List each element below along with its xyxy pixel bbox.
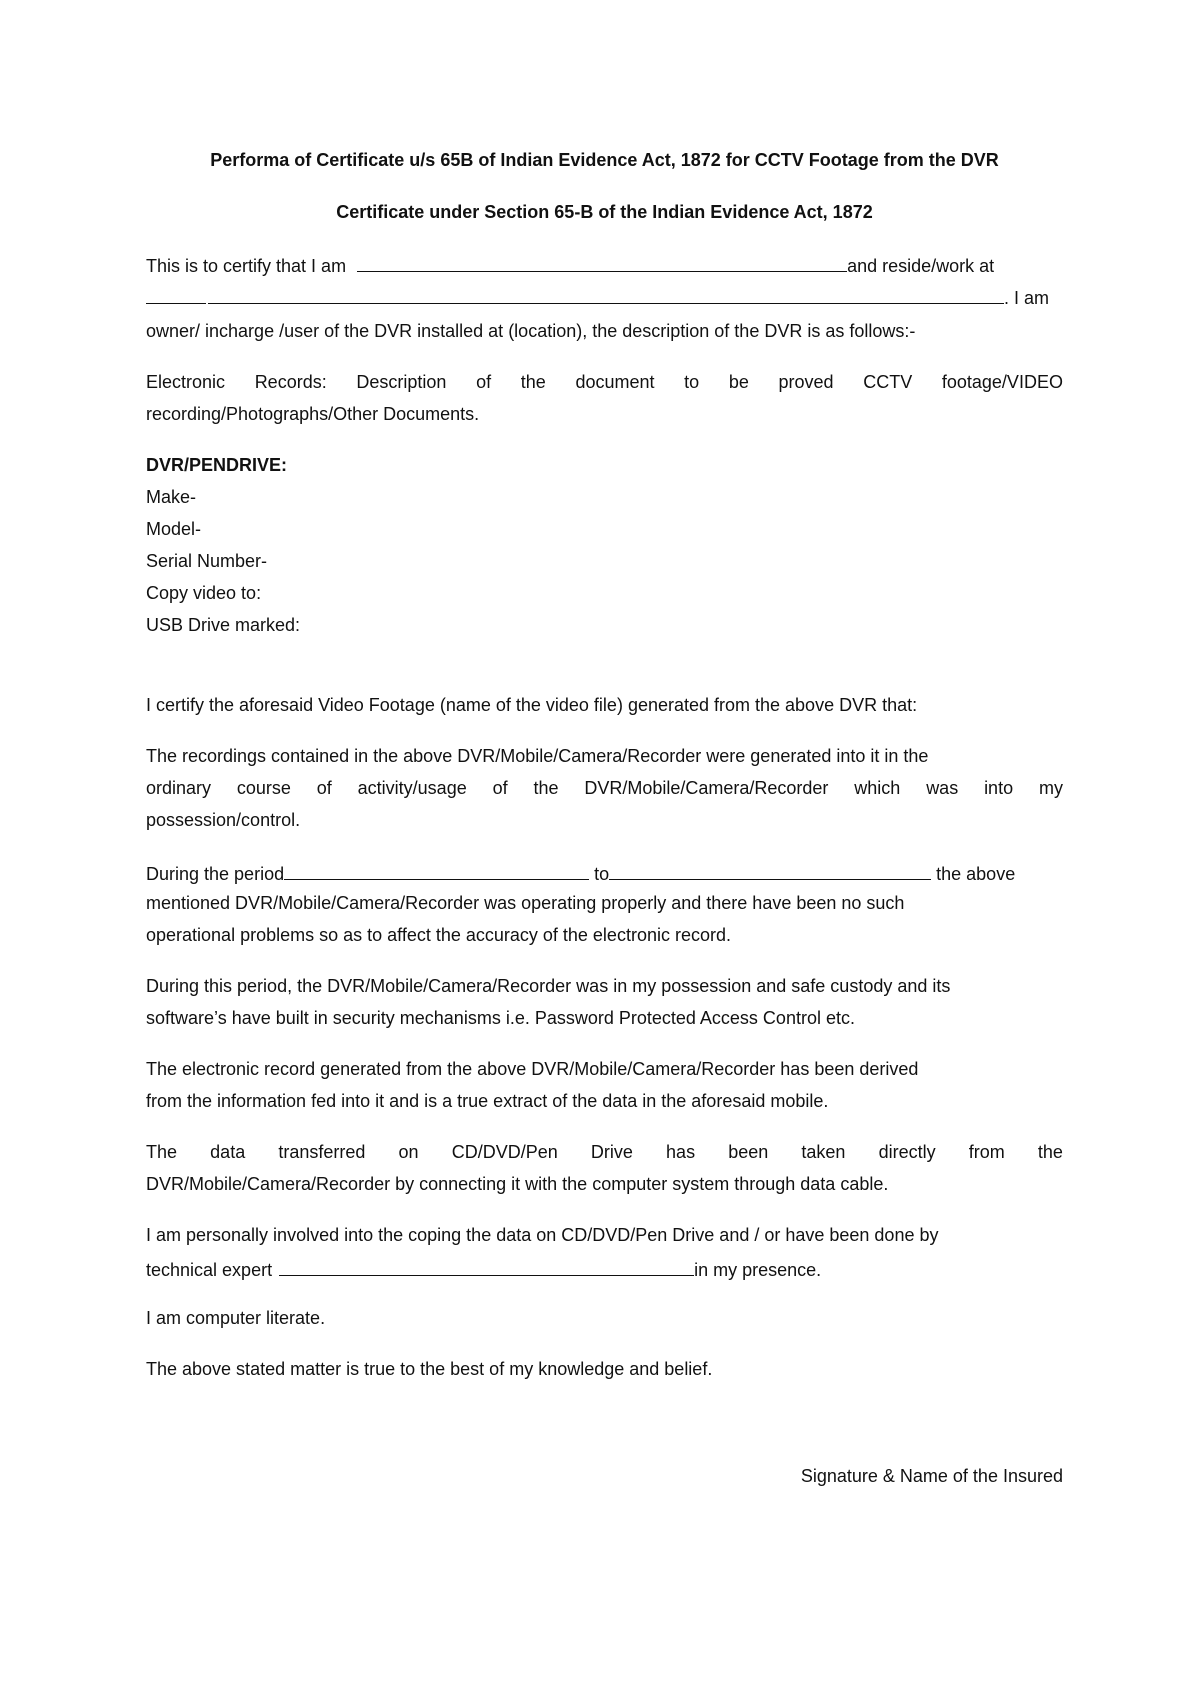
technical-expert-blank <box>279 1256 694 1276</box>
transfer-word: the <box>1037 1142 1063 1162</box>
transfer-word: transferred <box>278 1142 366 1162</box>
custody-line-2: software’s have built in security mechanisms i.e. Password Protected Access Control etc. <box>146 1008 855 1028</box>
recordings-word: into <box>984 778 1014 798</box>
transfer-word: directly <box>878 1142 936 1162</box>
period-line-3: operational problems so as to affect the accuracy of the electronic record. <box>146 925 731 945</box>
device-field-usb: USB Drive marked: <box>146 615 301 635</box>
derived-line-1: The electronic record generated from the above DVR/Mobile/Camera/Recorder has been derived <box>146 1059 919 1079</box>
period-text-a: During the period <box>146 864 285 884</box>
recordings-line-3: possession/control. <box>146 810 301 830</box>
intro-line-2-end: . I am <box>1004 288 1050 308</box>
intro-text-b: and reside/work at <box>847 256 995 276</box>
involved-line-2 <box>146 1256 1063 1281</box>
recordings-word: which <box>854 778 901 798</box>
device-field-copy-video: Copy video to: <box>146 583 262 603</box>
device-heading: DVR/PENDRIVE: <box>146 455 288 475</box>
recordings-word: of <box>316 778 332 798</box>
document-title: Performa of Certificate u/s 65B of Indian Evidence Act, 1872 for CCTV Footage from the DVR <box>210 150 999 170</box>
records-word: Electronic <box>146 372 226 392</box>
transfer-word: from <box>968 1142 1005 1162</box>
recordings-line-2 <box>146 777 1063 799</box>
recordings-word: my <box>1038 778 1063 798</box>
period-text-b: to <box>594 864 610 884</box>
intro-text-a: This is to certify that I am <box>146 256 347 276</box>
records-word: of <box>476 372 492 392</box>
recordings-word: activity/usage <box>357 778 467 798</box>
recordings-word: DVR/Mobile/Camera/Recorder <box>584 778 829 798</box>
involved-text-a: technical expert <box>146 1260 273 1280</box>
involved-line-1: I am personally involved into the coping the data on CD/DVD/Pen Drive and / or have been done by <box>146 1225 939 1245</box>
transfer-line-2: DVR/Mobile/Camera/Recorder by connecting it with the computer system through data cable. <box>146 1174 889 1194</box>
records-word: be <box>728 372 749 392</box>
address-blank <box>208 284 1004 304</box>
records-word: to <box>684 372 700 392</box>
custody-line-1: During this period, the DVR/Mobile/Camera/Recorder was in my possession and safe custody and its <box>146 976 951 996</box>
belief-line: The above stated matter is true to the best of my knowledge and belief. <box>146 1359 713 1379</box>
certify-line: I certify the aforesaid Video Footage (name of the video file) generated from the above DVR that: <box>146 695 918 715</box>
period-from-blank <box>284 860 589 880</box>
period-text-c: the above <box>936 864 1016 884</box>
records-line-2: recording/Photographs/Other Documents. <box>146 404 480 424</box>
signature-label: Signature & Name of the Insured <box>800 1466 1063 1486</box>
intro-line-1 <box>146 252 1063 277</box>
device-field-model: Model- <box>146 519 202 539</box>
device-field-serial: Serial Number- <box>146 551 268 571</box>
records-word: Description <box>356 372 447 392</box>
transfer-word: been <box>728 1142 769 1162</box>
device-field-make: Make- <box>146 487 197 507</box>
certificate-page <box>146 0 1063 1696</box>
transfer-word: on <box>398 1142 419 1162</box>
derived-line-2: from the information fed into it and is a true extract of the data in the aforesaid mobile. <box>146 1091 829 1111</box>
records-line-1 <box>146 371 1063 393</box>
transfer-word: Drive <box>590 1142 633 1162</box>
name-blank <box>357 252 847 272</box>
records-word: CCTV <box>863 372 913 392</box>
records-word: the <box>520 372 546 392</box>
period-line-1 <box>146 860 1063 885</box>
recordings-word: of <box>492 778 508 798</box>
involved-text-b: in my presence. <box>694 1260 822 1280</box>
document-subtitle: Certificate under Section 65-B of the Indian Evidence Act, 1872 <box>336 202 873 222</box>
recordings-word: was <box>926 778 959 798</box>
period-to-blank <box>609 860 931 880</box>
recordings-word: course <box>236 778 291 798</box>
transfer-word: The <box>146 1142 178 1162</box>
records-word: document <box>575 372 655 392</box>
recordings-word: the <box>533 778 559 798</box>
literate-line: I am computer literate. <box>146 1308 326 1328</box>
records-word: footage/VIDEO <box>941 372 1063 392</box>
intro-line-3: owner/ incharge /user of the DVR installed at (location), the description of the DVR is as follows:- <box>146 321 916 341</box>
transfer-word: CD/DVD/Pen <box>451 1142 558 1162</box>
transfer-line-1 <box>146 1141 1063 1163</box>
period-line-2: mentioned DVR/Mobile/Camera/Recorder was operating properly and there have been no such <box>146 893 905 913</box>
intro-line-2 <box>146 284 1063 309</box>
recordings-word: ordinary <box>146 778 212 798</box>
records-word: proved <box>778 372 834 392</box>
transfer-word: has <box>666 1142 696 1162</box>
address-blank-short <box>146 284 206 304</box>
transfer-word: taken <box>801 1142 846 1162</box>
recordings-line-1: The recordings contained in the above DVR/Mobile/Camera/Recorder were generated into it in the <box>146 746 929 766</box>
transfer-word: data <box>210 1142 246 1162</box>
records-word: Records: <box>254 372 327 392</box>
